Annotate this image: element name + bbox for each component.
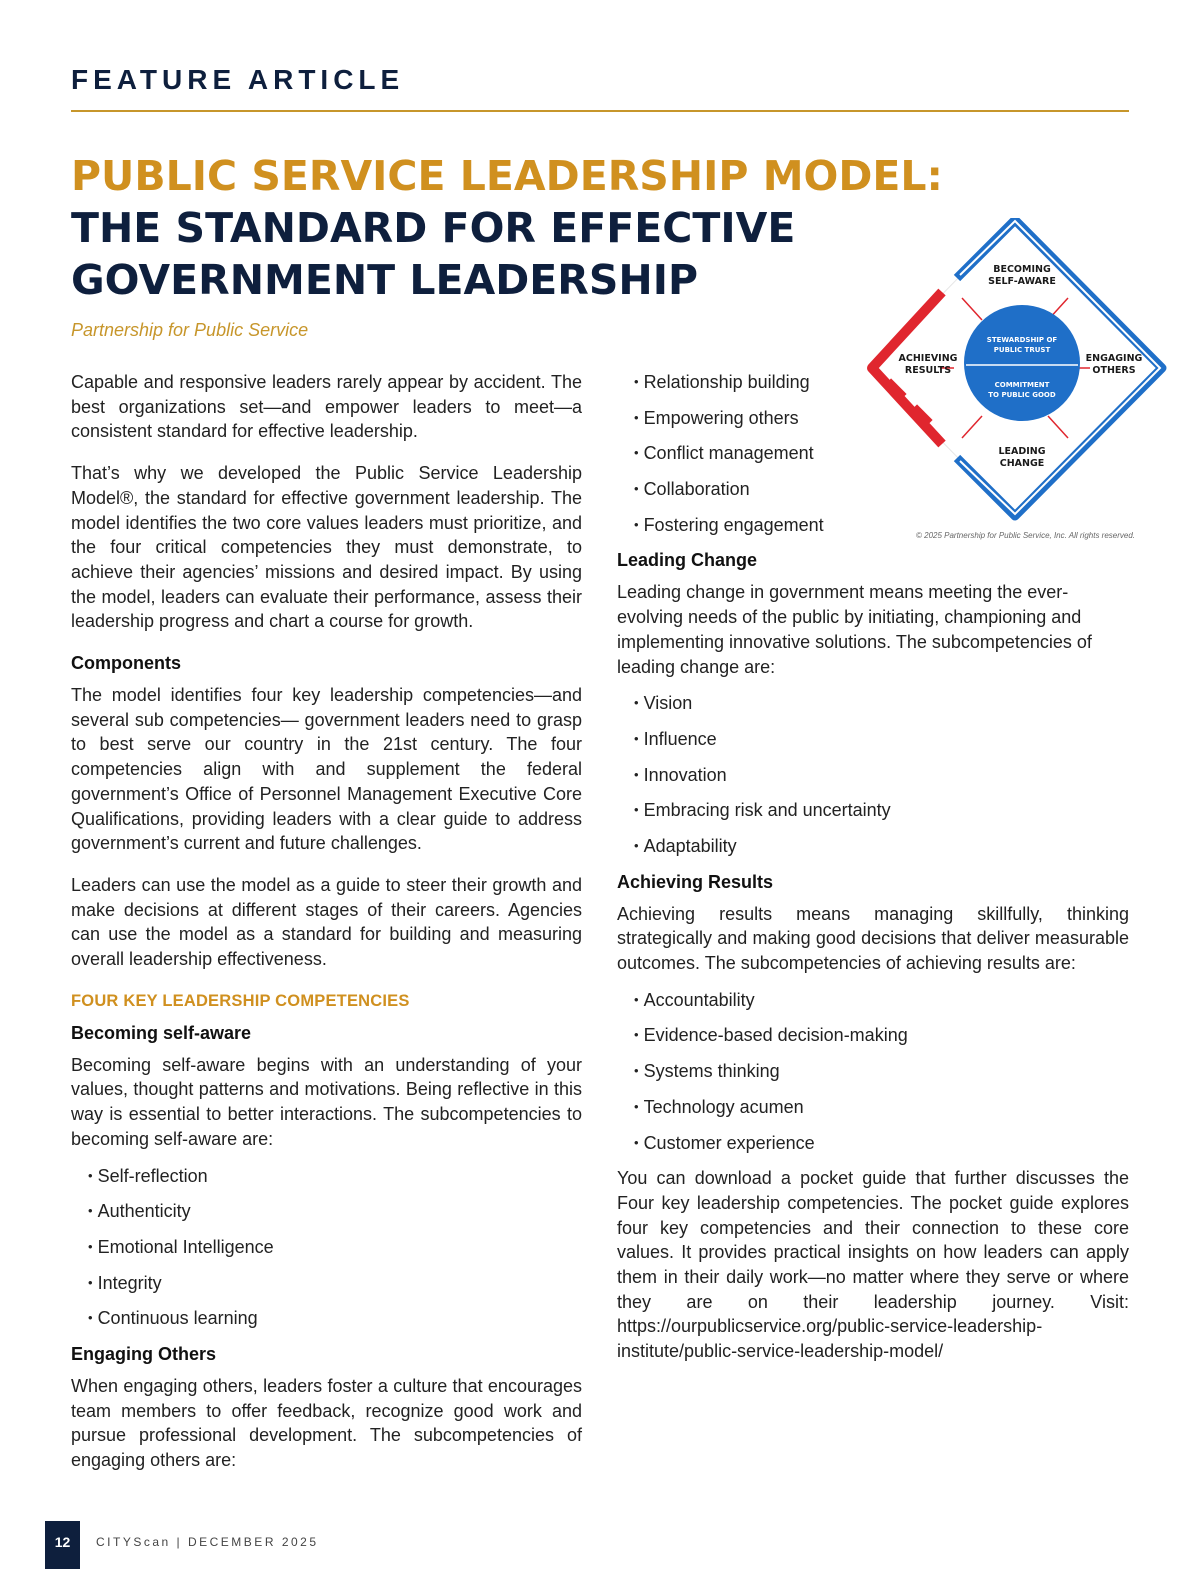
list-item: • Influence (634, 727, 1129, 754)
list-item: • Systems thinking (634, 1059, 1129, 1086)
title-line-3: GOVERNMENT LEADERSHIP (71, 256, 699, 304)
left-column (71, 370, 582, 1490)
list-item: • Continuous learning (88, 1306, 582, 1333)
list-item: • Innovation (634, 763, 1129, 790)
engaging-paragraph: When engaging others, leaders foster a culture that encourages team members to offer feedback, recognize good work and pursue professional development. The subcompetencies of engaging others are: (71, 1376, 582, 1471)
publication-info: CITYScan | DECEMBER 2025 (96, 1535, 319, 1549)
achieving-results-heading: Achieving Results (617, 871, 774, 892)
engaging-heading: Engaging Others (71, 1344, 217, 1365)
diagram-label-right: ENGAGING OTHERS (1085, 353, 1143, 376)
usage-paragraph: Leaders can use the model as a guide to steer their growth and make decisions at different stages of their careers. Agencies can use the model as a standard for building and measuring overall leadership effectiveness. (71, 874, 582, 970)
list-item: • Relationship building (634, 370, 1129, 397)
diagram-copyright: © 2025 Partnership for Public Service, Inc. All rights reserved. (916, 531, 1136, 540)
engaging-list (617, 370, 1129, 539)
self-aware-list (71, 1164, 582, 1333)
list-item: • Authenticity (88, 1199, 582, 1226)
list-item: • Conflict management (634, 441, 1129, 468)
competencies-heading: FOUR KEY LEADERSHIP COMPETENCIES (71, 991, 410, 1010)
list-item: • Technology acumen (634, 1095, 1129, 1122)
diagram-label-bottom: LEADING CHANGE (998, 446, 1046, 469)
list-item: • Collaboration (634, 477, 1129, 504)
diagram-label-left: ACHIEVING RESULTS (898, 353, 958, 376)
byline: Partnership for Public Service (71, 320, 309, 340)
header-divider (71, 110, 1129, 112)
components-paragraph: The model identifies four key leadership competencies—and several sub competencies— government leaders need to grasp to best serve our country in the 21st century. The four competencies align with and supplement the federal government’s Office of Personnel Management Executive Core Qualifications, providing leaders with a clear guide to address government’s current and future challenges. (71, 685, 582, 854)
list-item: • Integrity (88, 1271, 582, 1298)
list-item: • Accountability (634, 988, 1129, 1015)
list-item: • Empowering others (634, 406, 1129, 433)
core-value-top: STEWARDSHIP OF PUBLIC TRUST (986, 336, 1058, 354)
page-number: 12 (45, 1521, 80, 1569)
self-aware-heading: Becoming self-aware (71, 1022, 252, 1043)
list-item: • Evidence-based decision-making (634, 1023, 1129, 1050)
leading-change-paragraph: Leading change in government means meeting the ever-evolving needs of the public by initiating, championing and implementing innovative solutions. The subcompetencies of leading change are: (617, 582, 1092, 677)
list-item: • Embracing risk and uncertainty (634, 798, 1129, 825)
right-column (617, 370, 1129, 1381)
title-line-2: THE STANDARD FOR EFFECTIVE (71, 204, 796, 252)
list-item: • Adaptability (634, 834, 1129, 861)
components-heading: Components (71, 653, 181, 674)
leading-change-list (617, 691, 1129, 860)
page-footer (0, 1521, 1200, 1569)
pocket-guide-paragraph: You can download a pocket guide that further discusses the Four key leadership competencies. The pocket guide explores four key competencies and their connection to these core values. It provides practical insights on how leaders can apply them in their daily work—no matter where they serve or where they are on their leadership journey. Visit: https://ourpublicservice.org/public-service-leadership-institute/public-service-leadership-model/ (617, 1168, 1129, 1362)
section-label: FEATURE ARTICLE (71, 64, 405, 95)
core-value-bottom: COMMITMENT TO PUBLIC GOOD (988, 381, 1056, 399)
list-item: • Self-reflection (88, 1164, 582, 1191)
list-item: • Emotional Intelligence (88, 1235, 582, 1262)
title-line-1: PUBLIC SERVICE LEADERSHIP MODEL: (71, 152, 943, 200)
list-item: • Customer experience (634, 1131, 1129, 1158)
intro-paragraph: Capable and responsive leaders rarely appear by accident. The best organizations set—and empower leaders to meet—a consistent standard for effective leadership. (71, 372, 582, 442)
list-item: • Vision (634, 691, 1129, 718)
leading-change-heading: Leading Change (617, 550, 758, 571)
diagram-label-top: BECOMING SELF-AWARE (988, 264, 1056, 287)
achieving-results-paragraph: Achieving results means managing skillfully, thinking strategically and making good decisions that deliver measurable outcomes. The subcompetencies of achieving results are: (617, 903, 1129, 974)
list-item: • Fostering engagement (634, 513, 1129, 540)
achieving-results-list (617, 988, 1129, 1157)
model-paragraph: That’s why we developed the Public Service Leadership Model®, the standard for effective government leadership. The model identifies the two core values leaders must prioritize, and the four critical competencies they must demonstrate, to achieve their agencies’ missions and desired impact. By using the model, leaders can evaluate their performance, assess their leadership progress and chart a course for growth. (71, 463, 582, 632)
self-aware-paragraph: Becoming self-aware begins with an understanding of your values, thought patterns and motivations. Being reflective in this way is essential to better interactions. The subcompetencies to becoming self-aware are: (71, 1054, 582, 1149)
